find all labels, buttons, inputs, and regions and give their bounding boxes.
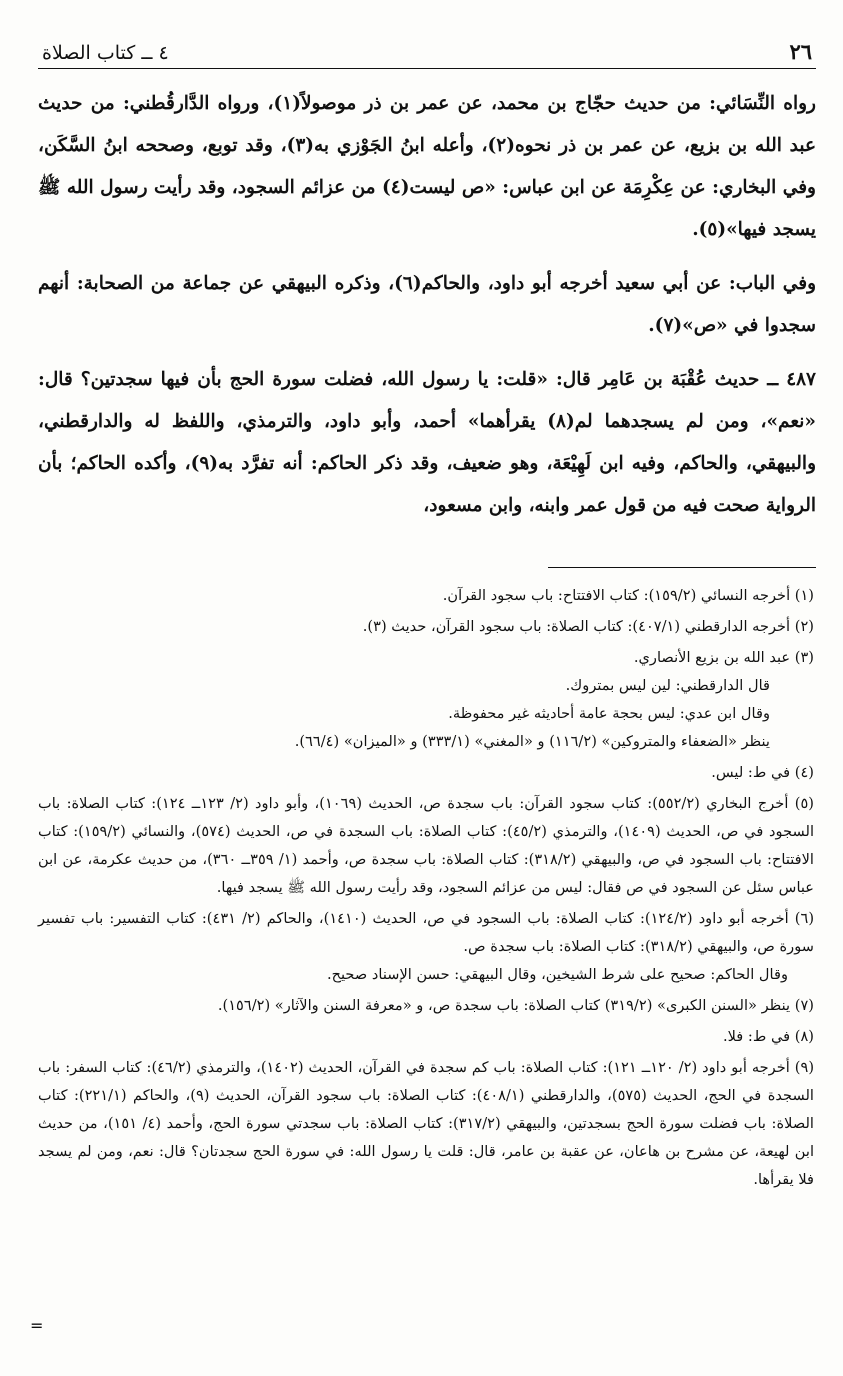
paragraph: وفي الباب: عن أبي سعيد أخرجه أبو داود، والحاكم(٦)، وذكره البيهقي عن جماعة من الصحابة: أنهم سجدوا في «ص»(٧).: [38, 273, 816, 336]
margin-continuation-mark: =: [30, 1316, 44, 1335]
hadith-paragraph: ٤٨٧ ــ حديث عُقْبَة بن عَامِر قال: «قلت: يا رسول الله، فضلت سورة الحج بأن فيها سجدتين؟ قال: «نعم»، ومن لم يسجدهما لم(٨) يقرأهما» أحمد، وأبو داود، والترمذي، واللفظ له والدارقطني، والبيهقي، والحاكم، وفيه ابن لَهِيْعَة، وهو ضعيف، وقد ذكر الحاكم: أنه تفرَّد به(٩)، وأكده الحاكم؛ بأن الرواية صحت فيه من قول عمر وابنه، وابن مسعود،: [38, 369, 817, 516]
footnote: (١) أخرجه النسائي (١٥٩/٢): كتاب الافتتاح: باب سجود القرآن.: [442, 587, 814, 604]
footnote-subline: وقال الحاكم: صحيح على شرط الشيخين، وقال البيهقي: حسن الإسناد صحيح.: [326, 966, 788, 983]
footnote: (٧) ينظر «السنن الكبرى» (٣١٩/٢) كتاب الصلاة: باب سجدة ص، و «معرفة السنن والآثار» (١٥٦/٢).: [217, 997, 814, 1014]
footnote: (٨) في ط: فلا.: [722, 1028, 814, 1045]
page-header: [38, 28, 816, 69]
footnote-subline: وقال ابن عدي: ليس بحجة عامة أحاديثه غير محفوظة.: [448, 705, 770, 722]
footnote: (٤) في ط: ليس.: [711, 764, 814, 781]
footnote: (٩) أخرجه أبو داود (٢/ ١٢٠ــ ١٢١): كتاب الصلاة: باب كم سجدة في القرآن، الحديث (١٤٠٢)، والترمذي (٤٦/٢): كتاب السفر: باب السجدة في الحج، الحديث (٥٧٥)، والدارقطني (٤٠٨/١): كتاب الصلاة: باب سجود القرآن، الحديث (٩)، والحاكم (٢٢١/١): كتاب الصلاة: باب فضلت سورة الحج بسجدتين، والبيهقي (٣١٧/٢): كتاب الصلاة: باب سجدتي سورة الحج، وأحمد (٤/ ١٥١)، من حديث ابن لهيعة، عن مشرح بن هاعان، عن عقبة بن عامر، قال: قلت يا رسول الله: في سورة الحج سجدتان؟ قال: نعم، ومن لم يسجد فلا يقرأها.: [38, 1059, 815, 1188]
footnote: (٥) أخرج البخاري (٥٥٢/٢): كتاب سجود القرآن: باب سجدة ص، الحديث (١٠٦٩)، وأبو داود (٢/ ١٢٣ــ ١٢٤): كتاب الصلاة: باب السجود في ص، الحديث (١٤٠٩)، والترمذي (٤٥/٢): كتاب الصلاة: باب السجدة في ص، الحديث (٥٧٤)، والنسائي (١٥٩/٢): كتاب الافتتاح: باب السجود في ص، والبيهقي (٣١٨/٢): كتاب الصلاة: باب سجدة ص، وأحمد (١/ ٣٥٩ــ ٣٦٠)، من حديث عكرمة، عن ابن عباس سئل عن السجود في ص فقال: ليس من عزائم السجود، وقد رأيت رسول الله ﷺ يسجد فيها.: [38, 795, 815, 896]
footnote: [38, 644, 816, 756]
page-number: ٢٦: [789, 39, 812, 64]
main-text: [38, 83, 816, 527]
running-title: ٤ ــ كتاب الصلاة: [42, 42, 169, 64]
footnote-subline: ينظر «الضعفاء والمتروكين» (١١٦/٢) و «المغني» (٣٣٣/١) و «الميزان» (٦٦/٤).: [294, 733, 770, 750]
book-page: [38, 28, 816, 1358]
footnote-subline: قال الدارقطني: لين ليس بمتروك.: [565, 677, 770, 694]
footnote: [38, 905, 816, 989]
footnote: (٢) أخرجه الدارقطني (٤٠٧/١): كتاب الصلاة: باب سجود القرآن، حديث (٣).: [362, 618, 814, 635]
footnote-text: (٦) أخرجه أبو داود (١٢٤/٢): كتاب الصلاة: باب السجود في ص، الحديث (١٤١٠)، والحاكم (٢/ ٤٣١): كتاب التفسير: باب تفسير سورة ص، والبيهقي (٣١٨/٢): كتاب الصلاة: باب سجدة ص.: [38, 910, 815, 955]
footnote-text: (٣) عبد الله بن بزيع الأنصاري.: [633, 649, 814, 666]
footnotes: [38, 582, 816, 1194]
paragraph: رواه النِّسَائي: من حديث حجّاج بن محمد، عن عمر بن ذر موصولاً(١)، ورواه الدَّارقُطني: من حديث عبد الله بن بزيع، عن عمر بن ذر نحوه(٢)، وأعله ابنُ الجَوْزي به(٣)، وقد توبع، وصححه ابنُ السَّكَن، وفي البخاري: عن عِكْرِمَة عن ابن عباس: «ص ليست(٤) من عزائم السجود، وقد رأيت رسول الله ﷺ يسجد فيها»(٥).: [38, 93, 816, 240]
footnote-separator: [548, 567, 816, 568]
